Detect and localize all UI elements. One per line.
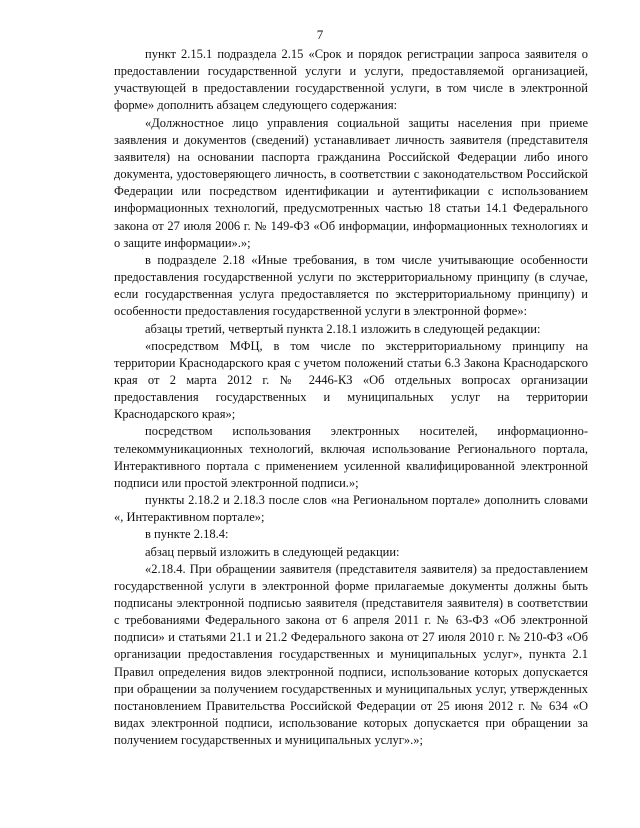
page-number: 7 [316,27,324,42]
paragraph-5: «посредством МФЦ, в том числе по экстерриториальному принципу на территории Краснодарского края с учетом положений статьи 6.3 Закона Краснодарского края от 2 марта 2012 г. № 2446-КЗ «Об отдельных вопросах организации предоставления государственных и муниципальных услуг на территории Краснодарского края»; [114,338,588,422]
paragraph-6: посредством использования электронных носителей, информационно-телекоммуникационных технологий, включая использование Регионального портала, Интерактивного портала с применением усиленной квалифицированной электронной подписи или простой электронной подписи.»; [114,424,588,490]
document-body [114,46,588,749]
paragraph-4: абзацы третий, четвертый пункта 2.18.1 изложить в следующей редакции: [145,321,541,336]
paragraph-7: пункты 2.18.2 и 2.18.3 после слов «на Региональном портале» дополнить словами «, Интерактивном портале»; [114,493,588,525]
paragraph-9: абзац первый изложить в следующей редакции: [145,544,400,559]
paragraph-10: «2.18.4. При обращении заявителя (представителя заявителя) за предоставлением государственной услуги в электронной форме прилагаемые документы должны быть подписаны электронной подписью заявителя (представителя заявителя) в соответствии с требованиями Федерального закона от 6 апреля 2011 г. № 63-ФЗ «Об электронной подписи» и статьями 21.1 и 21.2 Федерального закона от 27 июля 2010 г. № 210-ФЗ «Об организации предоставления государственных и муниципальных услуг», пункта 2.1 Правил определения видов электронной подписи, использование которых допускается при обращении за получением государственных и муниципальных услуг, утвержденных постановлением Правительства Российской Федерации от 25 июня 2012 г. № 634 «О видах электронной подписи, использование которых допускается при обращении за получением государственных и муниципальных услуг».»; [114,561,588,748]
paragraph-3: в подразделе 2.18 «Иные требования, в том числе учитывающие особенности предоставления государственной услуги по экстерриториальному принципу (в случае, если государственная услуга предоставляется по экстерриториальному принципу) и особенности предоставления государственной услуги в электронной форме»: [114,252,588,319]
paragraph-2: «Должностное лицо управления социальной защиты населения при приеме заявления и документов (сведений) устанавливает личность заявителя (представителя заявителя) на основании паспорта гражданина Российской Федерации либо иного документа, удостоверяющего личность, в соответствии с законодательством Российской Федерации или посредством идентификации и аутентификации с использованием информационных технологий, предусмотренных частью 18 статьи 14.1 Федерального закона от 27 июля 2006 г. № 149-ФЗ «Об информации, информационных технологиях и о защите информации».»; [114,115,588,250]
paragraph-8: в пункте 2.18.4: [145,527,229,542]
paragraph-1: пункт 2.15.1 подраздела 2.15 «Срок и порядок регистрации запроса заявителя о предоставлении государственной услуги и услуги, предоставляемой организацией, участвующей в предоставлении государственной услуги, в том числе в электронной форме» дополнить абзацем следующего содержания: [114,47,588,113]
